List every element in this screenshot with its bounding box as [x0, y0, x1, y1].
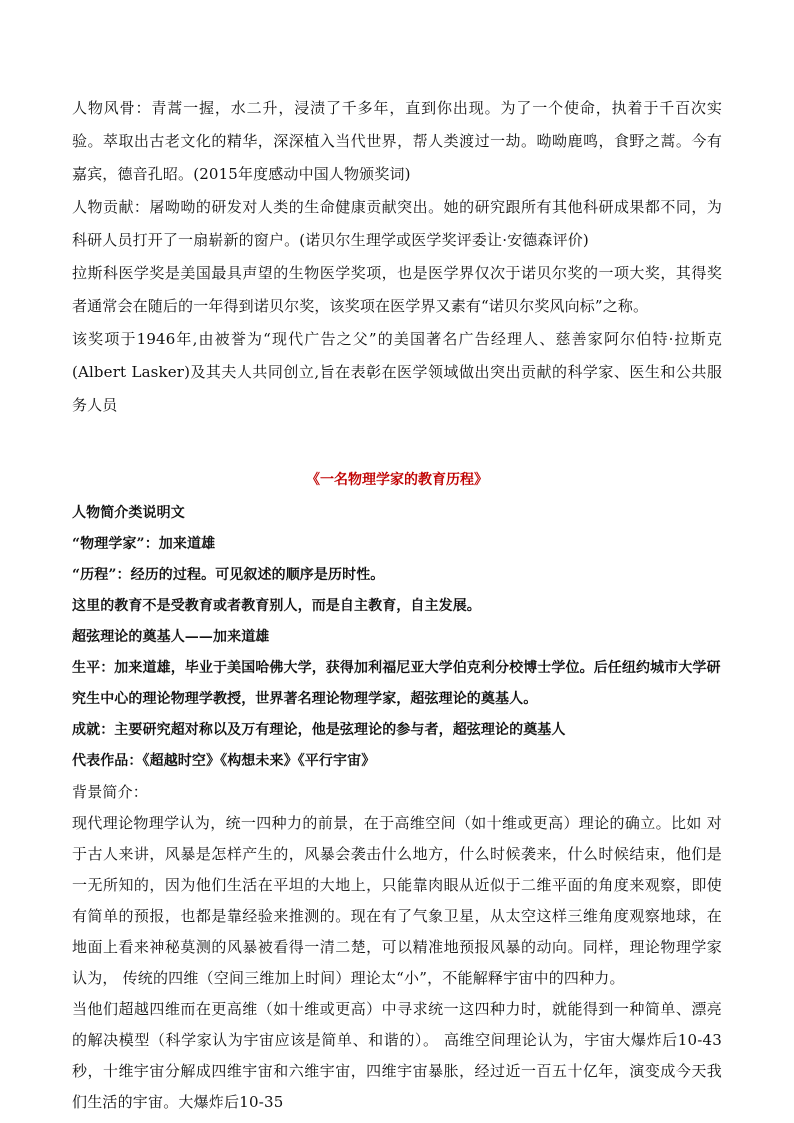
text-physicist: “物理学家”：加来道雄 — [72, 536, 216, 552]
text-genre: 人物简介类说明文 — [72, 505, 185, 521]
paragraph-background-1: 现代理论物理学认为，统一四种力的前景，在于高维空间（如十维或更高）理论的确立。比如 对于古人来讲，风暴是怎样产生的，风暴会袭击什么地方，什么时候袭来，什么时候结束，他们是一无所知的，因为他们生活在平坦的大地上，只能靠肉眼从近似于二维平面的角度来观察，即使有简单的预报，也都是靠经验来推测的。现在有了气象卫星，从太空这样三维角度观察地球，在地面上看来神秘莫测的风暴被看得一清二楚，可以精准地预报风暴的动向。同样，理论物理学家认为， 传统的四维（空间三维加上时间）理论太“小”，不能解释宇宙中的四种力。 — [72, 814, 722, 987]
text-works: 代表作品：《超越时空》《构想未来》《平行宇宙》 — [72, 753, 376, 769]
text-education: 这里的教育不是受教育或者教育别人，而是自主教育，自主发展。 — [72, 598, 481, 614]
section-title: 《一名物理学家的教育历程》 — [306, 472, 488, 488]
paragraph-background-2: 当他们超越四维而在更高维（如十维或更高）中寻求统一这四种力时，就能得到一种简单、漂亮的解决模型（科学家认为宇宙应该是简单、和谐的）。 高维空间理论认为，宇宙大爆炸后10-43秒，十维宇宙分解成四维宇宙和六维宇宙，四维宇宙暴胀，经过近一百五十亿年，演变成今天我们生活的宇宙。大爆炸后10-35 — [72, 1000, 722, 1111]
text-course: “历程”：经历的过程。可见叙述的顺序是历时性。 — [72, 567, 385, 583]
paragraph-character-contribution: 人物贡献：屠呦呦的研发对人类的生命健康贡献突出。她的研究跟所有其他科研成果都不同，为科研人员打开了一扇崭新的窗户。(诺贝尔生理学或医学奖评委让·安德森评价) — [72, 198, 722, 249]
paragraph-award-history: 该奖项于1946年,由被誉为“现代广告之父”的美国著名广告经理人、慈善家阿尔伯特·拉斯克(Albert Lasker)及其夫人共同创立,旨在表彰在医学领域做出突出贡献的科学家、医生和公共服务人员 — [72, 330, 722, 414]
paragraph-lasker-award: 拉斯科医学奖是美国最具声望的生物医学奖项，也是医学界仅次于诺贝尔奖的一项大奖，其得奖者通常会在随后的一年得到诺贝尔奖，该奖项在医学界又素有“诺贝尔奖风向标”之称。 — [72, 264, 722, 315]
paragraph-character-spirit: 人物风骨：青蒿一握，水二升，浸渍了千多年，直到你出现。为了一个使命，执着于千百次实验。萃取出古老文化的精华，深深植入当代世界，帮人类渡过一劫。呦呦鹿鸣，食野之蒿。今有嘉宾，德音孔昭。(2015年度感动中国人物颁奖词) — [72, 99, 722, 183]
text-founder: 超弦理论的奠基人——加来道雄 — [72, 629, 270, 645]
section-gap — [72, 422, 722, 464]
text-background-heading: 背景简介： — [72, 783, 149, 801]
text-achievements: 成就：主要研究超对称以及万有理论，他是弦理论的参与者，超弦理论的奠基人 — [72, 722, 566, 738]
text-biography: 生平：加来道雄，毕业于美国哈佛大学，获得加利福尼亚大学伯克利分校博士学位。后任纽约城市大学研究生中心的理论物理学教授，世界著名理论物理学家，超弦理论的奠基人。 — [72, 660, 721, 707]
